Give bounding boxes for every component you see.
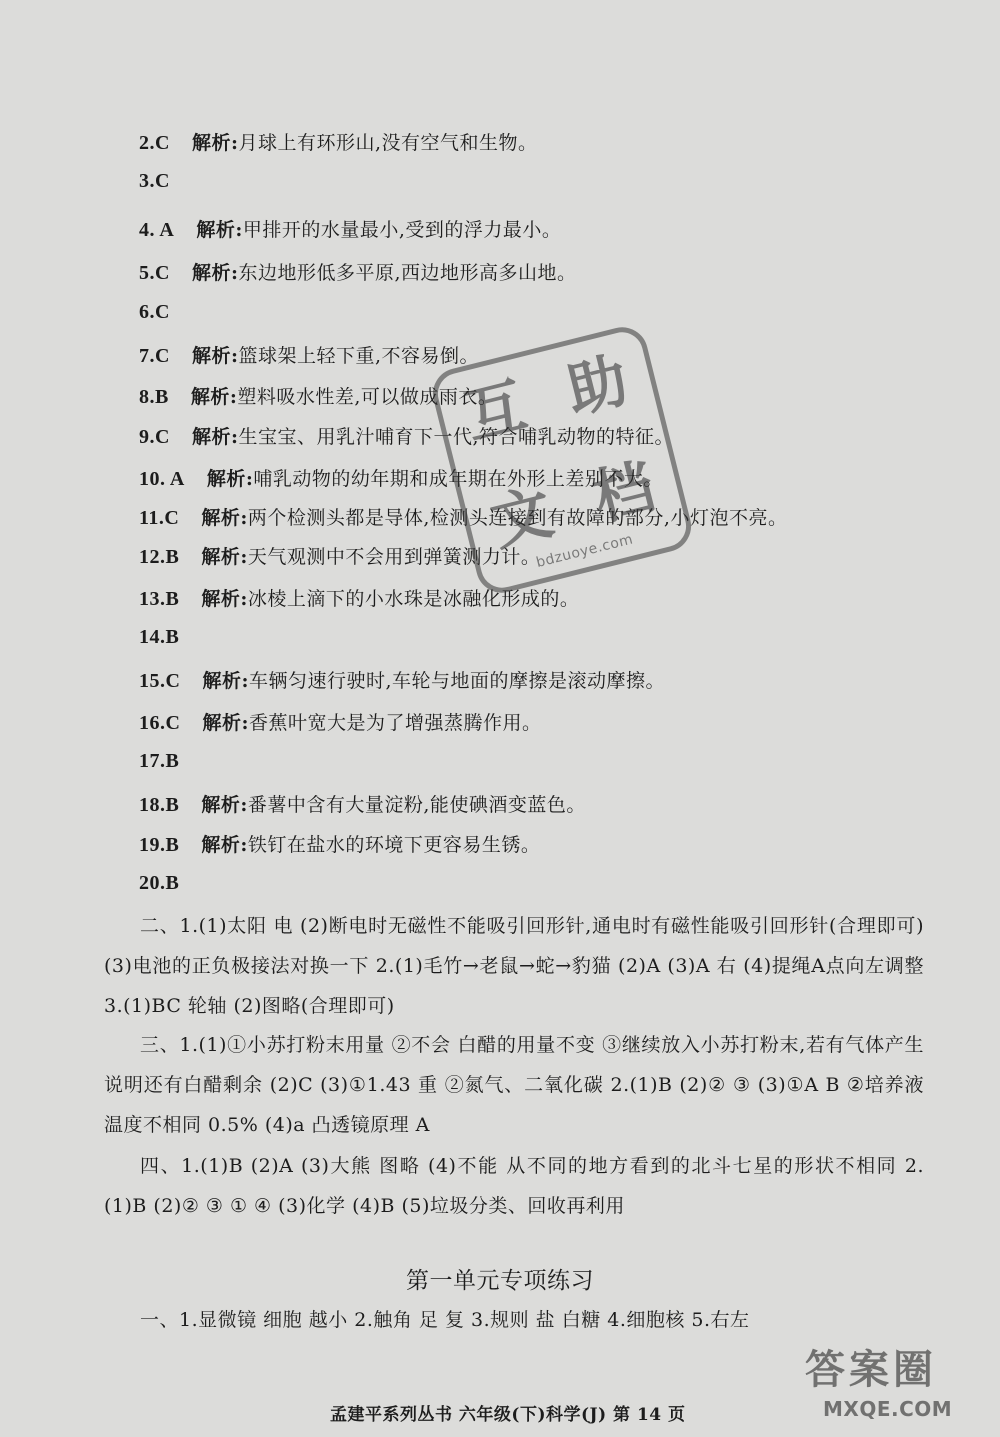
answer-line: [139, 750, 179, 773]
answer-line: [139, 708, 541, 735]
site-logo: [805, 1338, 990, 1428]
answer-number: 4. A: [139, 219, 175, 241]
stamp-char: 文: [484, 477, 561, 560]
answer-number: 3.C: [139, 170, 170, 192]
answer-line: [139, 872, 179, 895]
stamp-char: 助: [559, 344, 636, 428]
logo-url: MXQE.COM: [823, 1397, 953, 1421]
answer-line: [139, 666, 665, 693]
analysis-text: 生宝宝、用乳汁哺育下一代,符合哺乳动物的特征。: [238, 426, 675, 448]
answer-number: 5.C: [139, 262, 170, 284]
analysis-text: 月球上有环形山,没有空气和生物。: [238, 132, 538, 154]
analysis-text: 两个检测头都是导体,检测头连接到有故障的部分,小灯泡不亮。: [247, 507, 788, 529]
analysis-label: 解析:: [190, 386, 238, 408]
answer-line: [139, 341, 479, 368]
analysis-text: 香蕉叶宽大是为了增强蒸腾作用。: [248, 712, 542, 734]
analysis-text: 天气观测中不会用到弹簧测力计。: [247, 546, 541, 568]
answer-paragraph-3: 三、1.(1)①小苏打粉末用量 ②不会 白醋的用量不变 ③继续放入小苏打粉末,若有气体产生说明还有白醋剩余 (2)C (3)①1.43 重 ②氮气、二氧化碳 2.(1)B (2)② ③ (3)①A B ②培养液温度不相同 0.5% (4)a 凸透镜原理 A: [104, 1034, 924, 1136]
analysis-label: 解析:: [201, 834, 248, 856]
section-paragraph: 一、1.显微镜 细胞 越小 2.触角 足 复 3.规则 盐 白糖 4.细胞核 5.右左: [140, 1309, 750, 1331]
analysis-label: 解析:: [191, 262, 239, 284]
stamp-url: bdzuoye.com: [534, 531, 635, 571]
answer-line: [139, 170, 170, 193]
analysis-label: 解析:: [191, 132, 239, 154]
answer-line: [139, 301, 170, 324]
logo-text: 答案圈: [805, 1347, 937, 1393]
analysis-text: 车辆匀速行驶时,车轮与地面的摩擦是滚动摩擦。: [248, 670, 666, 692]
stamp-char: 档: [586, 451, 663, 535]
answer-number: 17.B: [139, 750, 180, 772]
page-footer: 孟建平系列丛书 六年级(下)科学(J) 第 14 页: [330, 1405, 686, 1425]
answer-number: 6.C: [139, 301, 170, 323]
section-title: 第一单元专项练习: [406, 1268, 594, 1294]
analysis-text: 塑料吸水性差,可以做成雨衣。: [237, 386, 498, 408]
analysis-text: 番薯中含有大量淀粉,能使碘酒变蓝色。: [247, 794, 586, 816]
answer-line: [139, 790, 586, 817]
answer-number: 14.B: [139, 626, 180, 648]
answer-number: 20.B: [139, 872, 180, 894]
analysis-label: 解析:: [196, 219, 243, 241]
answer-number: 7.C: [139, 345, 170, 367]
analysis-text: 甲排开的水量最小,受到的浮力最小。: [242, 219, 562, 241]
answer-number: 10. A: [139, 468, 185, 490]
answer-number: 15.C: [139, 670, 181, 692]
answer-line: [139, 215, 561, 242]
answer-number: 16.C: [139, 712, 181, 734]
analysis-text: 冰棱上滴下的小水珠是冰融化形成的。: [247, 588, 580, 610]
analysis-label: 解析:: [201, 794, 248, 816]
analysis-label: 解析:: [201, 588, 248, 610]
answer-line: [139, 830, 540, 857]
answer-line: [139, 128, 538, 155]
analysis-text: 铁钉在盐水的环境下更容易生锈。: [247, 834, 541, 856]
analysis-label: 解析:: [202, 670, 249, 692]
analysis-label: 解析:: [201, 546, 248, 568]
answer-number: 9.C: [139, 426, 170, 448]
stamp-char: 互: [457, 370, 534, 453]
analysis-text: 篮球架上轻下重,不容易倒。: [238, 345, 480, 367]
answer-number: 11.C: [139, 507, 180, 529]
answer-line: [139, 258, 577, 285]
answer-number: 2.C: [139, 132, 170, 154]
answer-number: 18.B: [139, 794, 180, 816]
answer-paragraph-4: 四、1.(1)B (2)A (3)大熊 图略 (4)不能 从不同的地方看到的北斗七星的形状不相同 2.(1)B (2)② ③ ① ④ (3)化学 (4)B (5)垃圾分类、回收再利用: [104, 1155, 924, 1217]
analysis-label: 解析:: [191, 345, 239, 367]
answer-line: [139, 626, 179, 649]
answer-paragraph-2: 二、1.(1)太阳 电 (2)断电时无磁性不能吸引回形针,通电时有磁性能吸引回形针(合理即可) (3)电池的正负极接法对换一下 2.(1)毛竹→老鼠→蛇→豹猫 (2)A (3)A 右 (4)提绳A点向左调整 3.(1)BC 轮轴 (2)图略(合理即可): [104, 915, 924, 1017]
answer-number: 8.B: [139, 386, 169, 408]
analysis-label: 解析:: [206, 468, 254, 490]
analysis-label: 解析:: [191, 426, 239, 448]
analysis-label: 解析:: [202, 712, 249, 734]
analysis-text: 东边地形低多平原,西边地形高多山地。: [238, 262, 577, 284]
answer-number: 12.B: [139, 546, 180, 568]
analysis-label: 解析:: [201, 507, 248, 529]
analysis-text: 哺乳动物的幼年期和成年期在外形上差别不大。: [253, 468, 663, 490]
answer-number: 13.B: [139, 588, 180, 610]
answer-number: 19.B: [139, 834, 180, 856]
